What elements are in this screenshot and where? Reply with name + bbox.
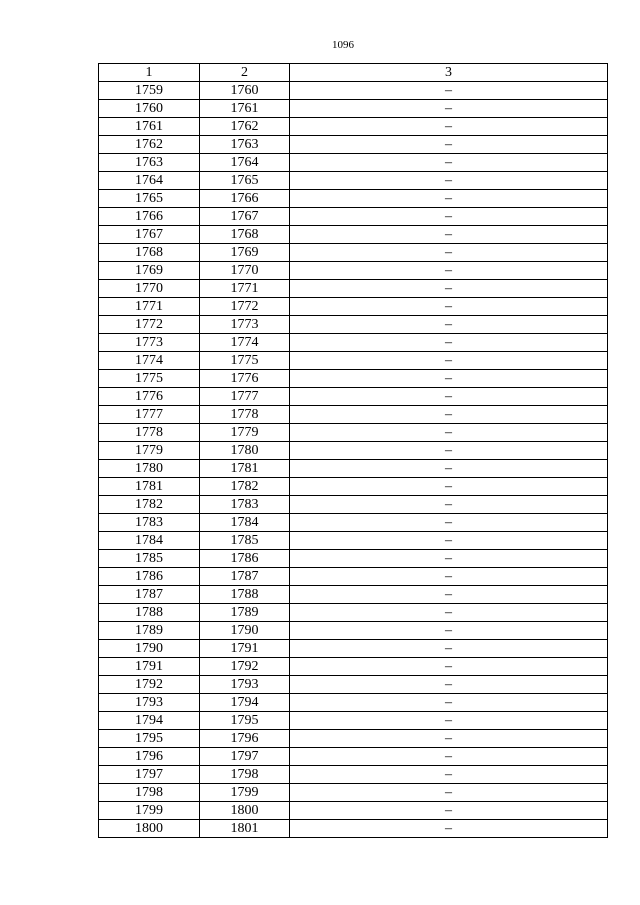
- table-cell-col1: 1797: [99, 766, 200, 784]
- table-cell-col3: –: [290, 118, 608, 136]
- table-cell-col1: 1763: [99, 154, 200, 172]
- table-cell-col3: –: [290, 316, 608, 334]
- table-row: [99, 406, 608, 424]
- table-cell-col1: 1765: [99, 190, 200, 208]
- table-cell-col1: 1768: [99, 244, 200, 262]
- table-cell-col1: 1775: [99, 370, 200, 388]
- table-cell-col1: 1787: [99, 586, 200, 604]
- table-cell-col3: –: [290, 694, 608, 712]
- table-cell-col1: 1760: [99, 100, 200, 118]
- table-cell-col3: –: [290, 154, 608, 172]
- table-row: [99, 370, 608, 388]
- table-cell-col2: 1762: [200, 118, 290, 136]
- table-cell-col2: 1772: [200, 298, 290, 316]
- table-cell-col3: –: [290, 766, 608, 784]
- table-row: [99, 190, 608, 208]
- table-cell-col3: –: [290, 496, 608, 514]
- table-cell-col1: 1800: [99, 820, 200, 838]
- table-cell-col1: 1780: [99, 460, 200, 478]
- table-cell-col1: 1784: [99, 532, 200, 550]
- table-cell-col3: –: [290, 136, 608, 154]
- table-cell-col1: 1774: [99, 352, 200, 370]
- table-cell-col3: –: [290, 334, 608, 352]
- table-cell-col3: –: [290, 244, 608, 262]
- table-row: [99, 82, 608, 100]
- table-row: [99, 586, 608, 604]
- table-body: [99, 82, 608, 838]
- table-row: [99, 694, 608, 712]
- table-cell-col1: 1794: [99, 712, 200, 730]
- table-row: [99, 334, 608, 352]
- table-cell-col2: 1775: [200, 352, 290, 370]
- table-cell-col3: –: [290, 82, 608, 100]
- table-cell-col2: 1798: [200, 766, 290, 784]
- table-cell-col1: 1781: [99, 478, 200, 496]
- table-cell-col1: 1766: [99, 208, 200, 226]
- table-cell-col2: 1782: [200, 478, 290, 496]
- table-cell-col1: 1791: [99, 658, 200, 676]
- table-cell-col2: 1765: [200, 172, 290, 190]
- table-cell-col2: 1784: [200, 514, 290, 532]
- table-row: [99, 460, 608, 478]
- table-row: [99, 226, 608, 244]
- table-cell-col1: 1772: [99, 316, 200, 334]
- table-row: [99, 730, 608, 748]
- page-number: 1096: [332, 39, 354, 51]
- table-row: [99, 766, 608, 784]
- table-cell-col3: –: [290, 352, 608, 370]
- table-cell-col3: –: [290, 370, 608, 388]
- table-cell-col1: 1767: [99, 226, 200, 244]
- table-cell-col3: –: [290, 676, 608, 694]
- table-cell-col1: 1771: [99, 298, 200, 316]
- table-row: [99, 802, 608, 820]
- table-cell-col2: 1799: [200, 784, 290, 802]
- table-cell-col1: 1761: [99, 118, 200, 136]
- table-row: [99, 208, 608, 226]
- table-row: [99, 532, 608, 550]
- table-cell-col1: 1796: [99, 748, 200, 766]
- table-cell-col3: –: [290, 604, 608, 622]
- table-cell-col2: 1779: [200, 424, 290, 442]
- table-cell-col2: 1790: [200, 622, 290, 640]
- table-cell-col1: 1798: [99, 784, 200, 802]
- table-cell-col1: 1790: [99, 640, 200, 658]
- column-header-2: 2: [200, 64, 290, 82]
- table-cell-col3: –: [290, 550, 608, 568]
- table-row: [99, 100, 608, 118]
- table-cell-col2: 1767: [200, 208, 290, 226]
- table-row: [99, 658, 608, 676]
- data-table: [98, 63, 608, 838]
- table-cell-col3: –: [290, 802, 608, 820]
- table-row: [99, 676, 608, 694]
- table-cell-col3: –: [290, 730, 608, 748]
- table-row: [99, 712, 608, 730]
- table-cell-col2: 1795: [200, 712, 290, 730]
- table-cell-col2: 1769: [200, 244, 290, 262]
- table-cell-col2: 1778: [200, 406, 290, 424]
- table-cell-col1: 1779: [99, 442, 200, 460]
- table-cell-col3: –: [290, 640, 608, 658]
- table-row: [99, 568, 608, 586]
- column-header-1: 1: [99, 64, 200, 82]
- table-cell-col1: 1785: [99, 550, 200, 568]
- table-row: [99, 118, 608, 136]
- table-cell-col3: –: [290, 388, 608, 406]
- table-cell-col1: 1789: [99, 622, 200, 640]
- table-row: [99, 622, 608, 640]
- table-row: [99, 424, 608, 442]
- table-row: [99, 280, 608, 298]
- table-cell-col2: 1760: [200, 82, 290, 100]
- table-cell-col2: 1785: [200, 532, 290, 550]
- table-cell-col2: 1787: [200, 568, 290, 586]
- table-cell-col3: –: [290, 190, 608, 208]
- table-cell-col2: 1764: [200, 154, 290, 172]
- table-cell-col2: 1768: [200, 226, 290, 244]
- table-row: [99, 298, 608, 316]
- table-cell-col2: 1791: [200, 640, 290, 658]
- table-cell-col1: 1782: [99, 496, 200, 514]
- table-row: [99, 262, 608, 280]
- table-cell-col3: –: [290, 784, 608, 802]
- table-row: [99, 604, 608, 622]
- table-row: [99, 478, 608, 496]
- table-cell-col2: 1780: [200, 442, 290, 460]
- table-row: [99, 316, 608, 334]
- table-row: [99, 244, 608, 262]
- table-row: [99, 172, 608, 190]
- table-cell-col2: 1801: [200, 820, 290, 838]
- table-cell-col3: –: [290, 748, 608, 766]
- table-cell-col2: 1773: [200, 316, 290, 334]
- table-cell-col3: –: [290, 172, 608, 190]
- table-row: [99, 514, 608, 532]
- table-cell-col2: 1800: [200, 802, 290, 820]
- table-row: [99, 136, 608, 154]
- table-cell-col3: –: [290, 262, 608, 280]
- table-row: [99, 154, 608, 172]
- table-cell-col3: –: [290, 820, 608, 838]
- table-cell-col3: –: [290, 442, 608, 460]
- table-cell-col2: 1783: [200, 496, 290, 514]
- table-cell-col2: 1792: [200, 658, 290, 676]
- table-cell-col3: –: [290, 514, 608, 532]
- table-cell-col2: 1793: [200, 676, 290, 694]
- table-cell-col1: 1795: [99, 730, 200, 748]
- table-row: [99, 550, 608, 568]
- table-cell-col1: 1788: [99, 604, 200, 622]
- table-cell-col2: 1761: [200, 100, 290, 118]
- table-cell-col2: 1766: [200, 190, 290, 208]
- table-cell-col2: 1786: [200, 550, 290, 568]
- table-cell-col1: 1793: [99, 694, 200, 712]
- table-cell-col3: –: [290, 424, 608, 442]
- table-cell-col1: 1764: [99, 172, 200, 190]
- table-cell-col2: 1788: [200, 586, 290, 604]
- table-row: [99, 784, 608, 802]
- table-cell-col2: 1797: [200, 748, 290, 766]
- table-cell-col3: –: [290, 658, 608, 676]
- table-cell-col1: 1776: [99, 388, 200, 406]
- table-row: [99, 748, 608, 766]
- table-cell-col1: 1759: [99, 82, 200, 100]
- table-cell-col2: 1763: [200, 136, 290, 154]
- table-cell-col1: 1778: [99, 424, 200, 442]
- table-cell-col1: 1773: [99, 334, 200, 352]
- table-cell-col3: –: [290, 208, 608, 226]
- table-cell-col3: –: [290, 226, 608, 244]
- table-cell-col3: –: [290, 568, 608, 586]
- table-cell-col1: 1786: [99, 568, 200, 586]
- table-cell-col3: –: [290, 586, 608, 604]
- table-cell-col3: –: [290, 280, 608, 298]
- table-cell-col1: 1799: [99, 802, 200, 820]
- table-header-row: [99, 64, 608, 82]
- table-cell-col1: 1777: [99, 406, 200, 424]
- table-cell-col1: 1762: [99, 136, 200, 154]
- table-cell-col2: 1789: [200, 604, 290, 622]
- table-cell-col3: –: [290, 622, 608, 640]
- table-cell-col2: 1774: [200, 334, 290, 352]
- table-row: [99, 820, 608, 838]
- table-cell-col2: 1796: [200, 730, 290, 748]
- table-cell-col2: 1781: [200, 460, 290, 478]
- table-row: [99, 496, 608, 514]
- table-row: [99, 640, 608, 658]
- table-row: [99, 442, 608, 460]
- table-cell-col2: 1777: [200, 388, 290, 406]
- table-cell-col1: 1770: [99, 280, 200, 298]
- table-cell-col1: 1783: [99, 514, 200, 532]
- table-cell-col3: –: [290, 478, 608, 496]
- table-row: [99, 352, 608, 370]
- table-cell-col3: –: [290, 460, 608, 478]
- table-cell-col2: 1794: [200, 694, 290, 712]
- table-cell-col3: –: [290, 100, 608, 118]
- table-cell-col3: –: [290, 532, 608, 550]
- table-cell-col1: 1792: [99, 676, 200, 694]
- table-cell-col1: 1769: [99, 262, 200, 280]
- table-cell-col3: –: [290, 406, 608, 424]
- column-header-3: 3: [290, 64, 608, 82]
- table-row: [99, 388, 608, 406]
- table-cell-col2: 1776: [200, 370, 290, 388]
- table-cell-col3: –: [290, 298, 608, 316]
- table-cell-col3: –: [290, 712, 608, 730]
- table-cell-col2: 1771: [200, 280, 290, 298]
- table-cell-col2: 1770: [200, 262, 290, 280]
